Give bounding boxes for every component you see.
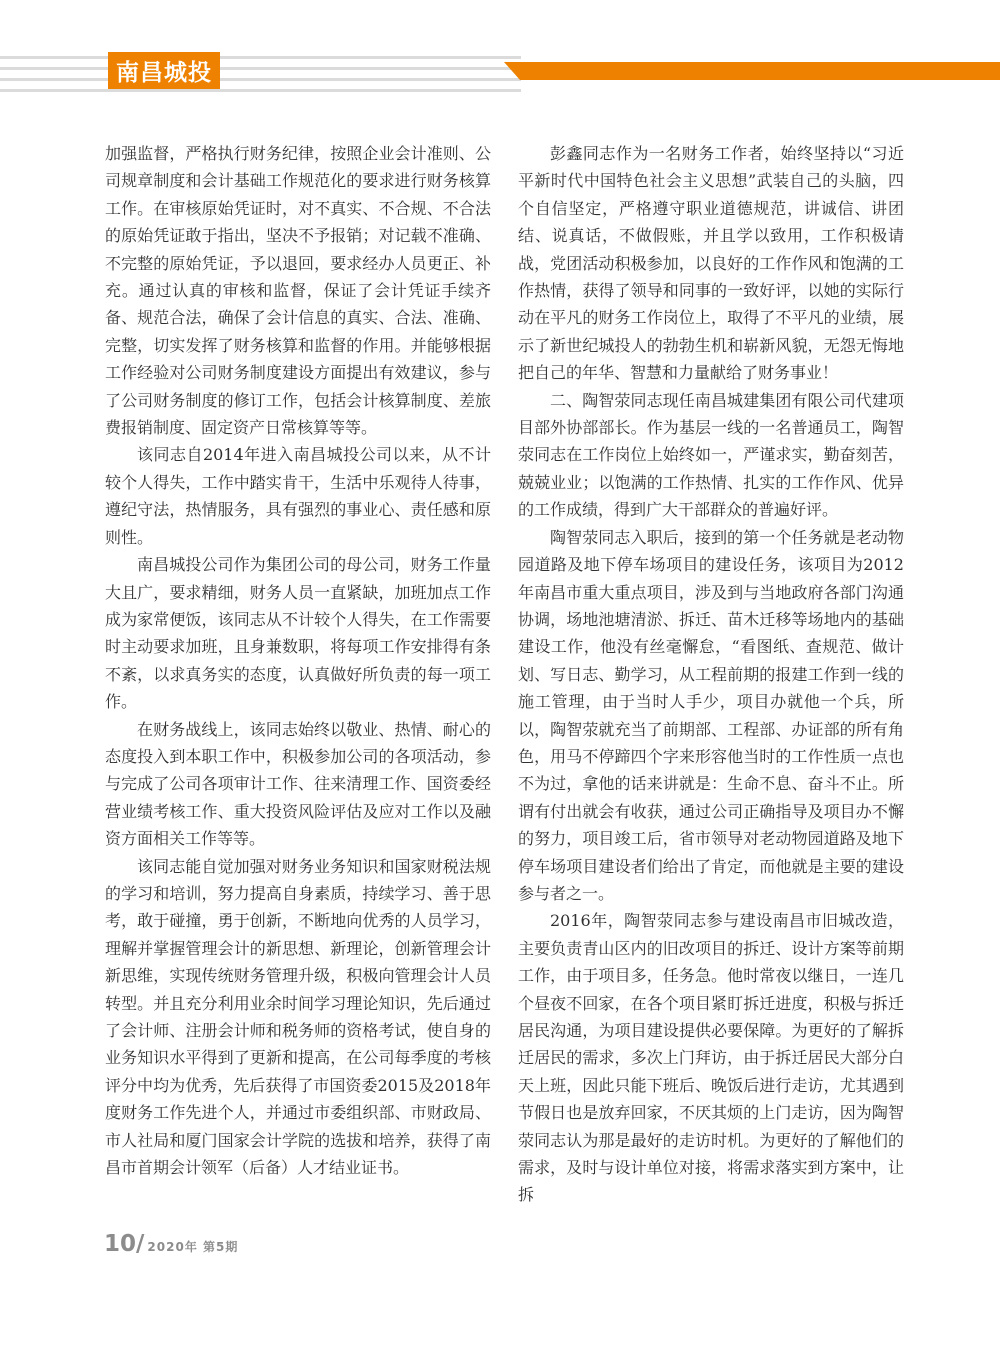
- header-stripe: [0, 78, 521, 81]
- page-number-separator: /: [136, 1231, 145, 1257]
- page-number: 10: [104, 1231, 137, 1257]
- paragraph: 二、陶智荥同志现任南昌城建集团有限公司代建项目部外协部部长。作为基层一线的一名普通员工，陶智荥同志在工作岗位上始终如一，严谨求实，勤奋刻苦，兢兢业业；以饱满的工作热情、扎实的工作作风、优异的工作成绩，得到广大干部群众的普遍好评。: [518, 390, 904, 520]
- paragraph: 加强监督，严格执行财务纪律，按照企业会计准则、公司规章制度和会计基础工作规范化的要求进行财务核算工作。在审核原始凭证时，对不真实、不合规、不合法的原始凭证敢于指出，坚决不予报销；对记载不准确、不完整的原始凭证，予以退回，要求经办人员更正、补充。通过认真的审核和监督，保证了会计凭证手续齐备、规范合法，确保了会计信息的真实、合法、准确、完整，切实发挥了财务核算和监督的作用。并能够根据工作经验对公司财务制度建设方面提出有效建议，参与了公司财务制度的修订工作，包括会计核算制度、差旅费报销制度、固定资产日常核算等等。: [105, 144, 491, 438]
- paragraph: 彭鑫同志作为一名财务工作者，始终坚持以“习近平新时代中国特色社会主义思想”武装自己的头脑，四个自信坚定，严格遵守职业道德规范，讲诚信、讲团结、说真话，不做假账，并且学以致用，工作积极请战，党团活动积极参加，以良好的工作作风和饱满的工作热情，获得了领导和同事的一致好评，以她的实际行动在平凡的财务工作岗位上，取得了不平凡的业绩，展示了新世纪城投人的勃勃生机和崭新风貌，无怨无悔地把自己的年华、智慧和力量献给了财务事业！: [518, 144, 904, 383]
- paragraph: 在财务战线上，该同志始终以敬业、热情、耐心的态度投入到本职工作中，积极参加公司的各项活动，参与完成了公司各项审计工作、往来清理工作、国资委经营业绩考核工作、重大投资风险评估及应对工作以及融资方面相关工作等等。: [105, 719, 491, 849]
- paragraph: 南昌城投公司作为集团公司的母公司，财务工作量大且广，要求精细，财务人员一直紧缺，加班加点工作成为家常便饭，该同志从不计较个人得失，在工作需要时主动要求加班，且身兼数职，将每项工作安排得有条不紊，以求真务实的态度，认真做好所负责的每一项工作。: [105, 555, 491, 712]
- paragraph: 2016年，陶智荥同志参与建设南昌市旧城改造，主要负责青山区内的旧改项目的拆迁、设计方案等前期工作，由于项目多，任务急。他时常夜以继日，一连几个昼夜不回家，在各个项目紧盯拆迁进度，积极与拆迁居民沟通，为项目建设提供必要保障。为更好的了解拆迁居民的需求，多次上门拜访，由于拆迁居民大部分白天上班，因此只能下班后、晚饭后进行走访，尤其遇到节假日也是放弃回家，不厌其烦的上门走访，因为陶智荥同志认为那是最好的走访时机。为更好的了解他们的需求，及时与设计单位对接，将需求落实到方案中，让拆: [518, 911, 904, 1205]
- paragraph: 该同志自2014年进入南昌城投公司以来，从不计较个人得失，工作中踏实肯干，生活中乐观待人待事，遵纪守法，热情服务，具有强烈的事业心、责任感和原则性。: [105, 445, 491, 547]
- page-footer: [104, 1231, 238, 1257]
- paragraph: 该同志能自觉加强对财务业务知识和国家财税法规的学习和培训，努力提高自身素质，持续学习、善于思考，敢于碰撞，勇于创新，不断地向优秀的人员学习，理解并掌握管理会计的新思想、新理论，创新管理会计新思维，实现传统财务管理升级，积极向管理会计人员转型。并且充分利用业余时间学习理论知识，先后通过了会计师、注册会计师和税务师的资格考试，使自身的业务知识水平得到了更新和提高，在公司每季度的考核评分中均为优秀，先后获得了市国资委2015及2018年度财务工作先进个人，并通过市委组织部、市财政局、市人社局和厦门国家会计学院的选拔和培养，获得了南昌市首期会计领军（后备）人才结业证书。: [105, 856, 491, 1178]
- masthead-text: 南昌城投: [116, 60, 212, 86]
- paragraph: 陶智荥同志入职后，接到的第一个任务就是老动物园道路及地下停车场项目的建设任务，该项目为2012年南昌市重大重点项目，涉及到与当地政府各部门沟通协调，场地池塘清淤、拆迁、苗木迁移等场地内的基础建设工作，他没有丝毫懈怠，“看图纸、查规范、做计划、写日志、勤学习，从工程前期的报建工作到一线的施工管理，由于当时人手少，项目办就他一个兵，所以，陶智荥就充当了前期部、工程部、办证部的所有角色，用马不停蹄四个字来形容他当时的工作性质一点也不为过，拿他的话来讲就是：生命不息、奋斗不止。所谓有付出就会有收获，通过公司正确指导及项目办不懈的努力，项目竣工后，省市领导对老动物园道路及地下停车场项目建设者们给出了肯定，而他就是主要的建设参与者之一。: [518, 527, 904, 903]
- header-stripe: [0, 89, 521, 92]
- header-stripes: [0, 56, 521, 100]
- right-column: [518, 140, 904, 1209]
- issue-label: 2020年 第5期: [147, 1240, 239, 1254]
- left-column: [105, 140, 491, 1181]
- header-stripe: [0, 56, 521, 59]
- header-accent-band: [504, 62, 1000, 80]
- masthead-label: [108, 52, 220, 89]
- header-stripe: [0, 67, 521, 70]
